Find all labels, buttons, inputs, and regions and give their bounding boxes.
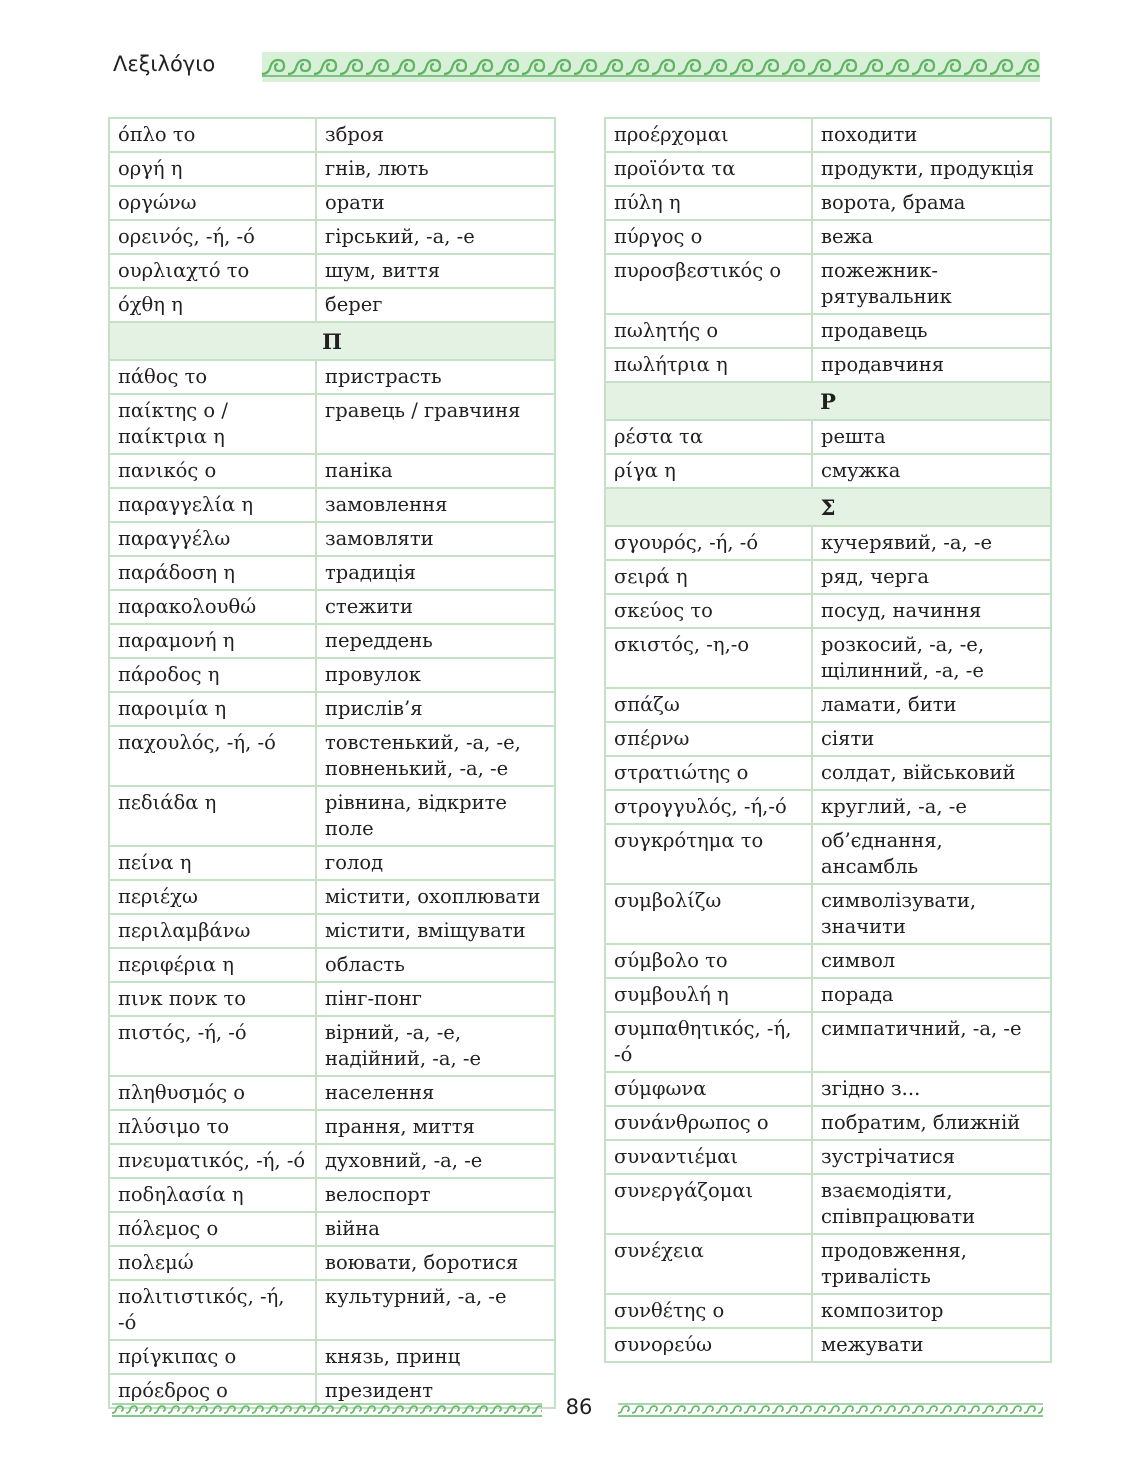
ukrainian-translation: товстенький, -а, -е, повненький, -а, -е — [316, 726, 555, 786]
ukrainian-translation: голод — [316, 846, 555, 880]
ukrainian-translation: паніка — [316, 454, 555, 488]
vocab-row — [605, 186, 1051, 220]
ukrainian-translation: зброя — [316, 118, 555, 152]
vocab-row — [109, 360, 555, 394]
greek-term: περιφέρια η — [109, 948, 316, 982]
greek-term: πληθυσμός ο — [109, 1076, 316, 1110]
ukrainian-translation: смужка — [812, 454, 1051, 488]
vocab-row — [109, 786, 555, 846]
ukrainian-translation: замовлення — [316, 488, 555, 522]
greek-term: ρέστα τα — [605, 420, 812, 454]
greek-term: πεδιάδα η — [109, 786, 316, 846]
vocab-row — [605, 824, 1051, 884]
ukrainian-translation: решта — [812, 420, 1051, 454]
ukrainian-translation: посуд, начиння — [812, 594, 1051, 628]
vocab-row — [109, 1280, 555, 1340]
vocab-row — [109, 220, 555, 254]
vocab-row — [109, 692, 555, 726]
greek-term: πιστός, -ή, -ό — [109, 1016, 316, 1076]
greek-term: πανικός ο — [109, 454, 316, 488]
ukrainian-translation: шум, виття — [316, 254, 555, 288]
ukrainian-translation: вірний, -а, -е, надійний, -а, -е — [316, 1016, 555, 1076]
greek-term: ουρλιαχτό το — [109, 254, 316, 288]
greek-term: συνάνθρωπος ο — [605, 1106, 812, 1140]
greek-term: σπάζω — [605, 688, 812, 722]
vocab-row — [605, 560, 1051, 594]
ukrainian-translation: сіяти — [812, 722, 1051, 756]
ukrainian-translation: князь, принц — [316, 1340, 555, 1374]
greek-term: σειρά η — [605, 560, 812, 594]
greek-term: συναντιέμαι — [605, 1140, 812, 1174]
greek-term: ορεινός, -ή, -ό — [109, 220, 316, 254]
greek-term: σγουρός, -ή, -ό — [605, 526, 812, 560]
vocab-row — [605, 688, 1051, 722]
ukrainian-translation: містити, вміщувати — [316, 914, 555, 948]
vocab-row — [109, 880, 555, 914]
greek-term: πολιτιστικός, -ή, -ό — [109, 1280, 316, 1340]
greek-term: ρίγα η — [605, 454, 812, 488]
greek-term: πνευματικός, -ή, -ό — [109, 1144, 316, 1178]
greek-term: πάροδος η — [109, 658, 316, 692]
letter-section-row — [605, 488, 1051, 526]
ukrainian-translation: згідно з... — [812, 1072, 1051, 1106]
vocab-row — [109, 1340, 555, 1374]
greek-term: προέρχομαι — [605, 118, 812, 152]
greek-term: συνορεύω — [605, 1328, 812, 1362]
ukrainian-translation: продукти, продукція — [812, 152, 1051, 186]
greek-term: σύμβολο το — [605, 944, 812, 978]
vocab-row — [109, 556, 555, 590]
vocab-row — [109, 152, 555, 186]
vocab-row — [605, 944, 1051, 978]
vocab-row — [109, 624, 555, 658]
ukrainian-translation: пристрасть — [316, 360, 555, 394]
ukrainian-translation: гірський, -а, -е — [316, 220, 555, 254]
greek-term: ποδηλασία η — [109, 1178, 316, 1212]
vocab-row — [605, 254, 1051, 314]
greek-term: παραγγέλω — [109, 522, 316, 556]
ukrainian-translation: об’єднання, ансамбль — [812, 824, 1051, 884]
ukrainian-translation: композитор — [812, 1294, 1051, 1328]
greek-term: πλύσιμο το — [109, 1110, 316, 1144]
section-letter: Ρ — [605, 382, 1051, 420]
ukrainian-translation: симпатичний, -а, -е — [812, 1012, 1051, 1072]
vocab-row — [605, 1328, 1051, 1362]
ukrainian-translation: побратим, ближній — [812, 1106, 1051, 1140]
greek-term: συμπαθητικός, -ή, -ό — [605, 1012, 812, 1072]
ukrainian-translation: взаємодіяти, співпрацювати — [812, 1174, 1051, 1234]
greek-term: στρογγυλός, -ή,-ό — [605, 790, 812, 824]
vocab-row — [605, 756, 1051, 790]
vocab-row — [109, 1246, 555, 1280]
ukrainian-translation: провулок — [316, 658, 555, 692]
page-header-title: Λεξιλόγιο — [113, 52, 216, 76]
vocab-row — [109, 726, 555, 786]
ukrainian-translation: війна — [316, 1212, 555, 1246]
ukrainian-translation: ряд, черга — [812, 560, 1051, 594]
greek-term: σπέρνω — [605, 722, 812, 756]
vocab-row — [605, 1294, 1051, 1328]
greek-term: πωλητής ο — [605, 314, 812, 348]
ukrainian-translation: гнів, лють — [316, 152, 555, 186]
ukrainian-translation: велоспорт — [316, 1178, 555, 1212]
vocab-row — [109, 1212, 555, 1246]
vocab-row — [109, 948, 555, 982]
ukrainian-translation: населення — [316, 1076, 555, 1110]
greek-term: πύργος ο — [605, 220, 812, 254]
vocab-row — [605, 884, 1051, 944]
ukrainian-translation: область — [316, 948, 555, 982]
vocab-row — [109, 1144, 555, 1178]
ukrainian-translation: пожежник-рятувальник — [812, 254, 1051, 314]
greek-term: παράδοση η — [109, 556, 316, 590]
ukrainian-translation: прання, миття — [316, 1110, 555, 1144]
section-letter: Σ — [605, 488, 1051, 526]
vocabulary-table-right — [604, 117, 1052, 1363]
greek-term: πόλεμος ο — [109, 1212, 316, 1246]
ukrainian-translation: рівнина, відкрите поле — [316, 786, 555, 846]
greek-term: συγκρότημα το — [605, 824, 812, 884]
vocab-row — [605, 1012, 1051, 1072]
vocab-row — [605, 454, 1051, 488]
vocab-row — [605, 594, 1051, 628]
vocab-row — [109, 982, 555, 1016]
vocab-row — [605, 420, 1051, 454]
vocab-row — [109, 658, 555, 692]
ukrainian-translation: вежа — [812, 220, 1051, 254]
greek-term: πρίγκιπας ο — [109, 1340, 316, 1374]
vocab-row — [605, 348, 1051, 382]
ukrainian-translation: символізувати, значити — [812, 884, 1051, 944]
vocab-row — [109, 488, 555, 522]
vocab-row — [109, 846, 555, 880]
vocab-row — [109, 590, 555, 624]
greek-term: πρόεδρος ο — [109, 1374, 316, 1408]
greek-term: πυροσβεστικός ο — [605, 254, 812, 314]
greek-term: συμβουλή η — [605, 978, 812, 1012]
greek-term: πάθος το — [109, 360, 316, 394]
ukrainian-translation: солдат, військовий — [812, 756, 1051, 790]
greek-term: παροιμία η — [109, 692, 316, 726]
vocab-row — [109, 254, 555, 288]
greek-term: οργή η — [109, 152, 316, 186]
vocab-row — [109, 454, 555, 488]
vocab-row — [605, 118, 1051, 152]
footer-wave-ornament-right — [618, 1402, 1043, 1418]
greek-term: στρατιώτης ο — [605, 756, 812, 790]
greek-term: περιλαμβάνω — [109, 914, 316, 948]
vocab-row — [605, 526, 1051, 560]
ukrainian-translation: круглий, -а, -е — [812, 790, 1051, 824]
ukrainian-translation: прислів’я — [316, 692, 555, 726]
greek-term: συμβολίζω — [605, 884, 812, 944]
footer-wave-ornament-left — [112, 1402, 542, 1418]
vocab-row — [109, 186, 555, 220]
greek-term: σκεύος το — [605, 594, 812, 628]
vocab-row — [605, 152, 1051, 186]
greek-term: πινκ πονκ το — [109, 982, 316, 1016]
vocab-row — [605, 790, 1051, 824]
ukrainian-translation: продавець — [812, 314, 1051, 348]
ukrainian-translation: символ — [812, 944, 1051, 978]
greek-term: συνθέτης ο — [605, 1294, 812, 1328]
vocab-row — [605, 978, 1051, 1012]
vocab-row — [605, 1106, 1051, 1140]
greek-term: πωλήτρια η — [605, 348, 812, 382]
vocab-row — [109, 1110, 555, 1144]
greek-term: όχθη η — [109, 288, 316, 322]
greek-term: πείνα η — [109, 846, 316, 880]
vocab-row — [109, 1076, 555, 1110]
greek-term: οργώνω — [109, 186, 316, 220]
greek-term: παχουλός, -ή, -ό — [109, 726, 316, 786]
letter-section-row — [605, 382, 1051, 420]
ukrainian-translation: президент — [316, 1374, 555, 1408]
letter-section-row — [109, 322, 555, 360]
ukrainian-translation: культурний, -а, -е — [316, 1280, 555, 1340]
ukrainian-translation: кучерявий, -а, -е — [812, 526, 1051, 560]
ukrainian-translation: пінг-понг — [316, 982, 555, 1016]
greek-term: παίκτης ο / παίκτρια η — [109, 394, 316, 454]
greek-term: σκιστός, -η,-ο — [605, 628, 812, 688]
header-wave-ornament — [262, 52, 1040, 82]
ukrainian-translation: стежити — [316, 590, 555, 624]
ukrainian-translation: орати — [316, 186, 555, 220]
ukrainian-translation: переддень — [316, 624, 555, 658]
section-letter: Π — [109, 322, 555, 360]
ukrainian-translation: воювати, боротися — [316, 1246, 555, 1280]
greek-term: περιέχω — [109, 880, 316, 914]
greek-term: προϊόντα τα — [605, 152, 812, 186]
greek-term: παρακολουθώ — [109, 590, 316, 624]
greek-term: παραγγελία η — [109, 488, 316, 522]
vocab-row — [109, 914, 555, 948]
greek-term: πολεμώ — [109, 1246, 316, 1280]
vocab-row — [605, 1072, 1051, 1106]
ukrainian-translation: ламати, бити — [812, 688, 1051, 722]
ukrainian-translation: розкосий, -а, -е, щілинний, -а, -е — [812, 628, 1051, 688]
ukrainian-translation: духовний, -а, -е — [316, 1144, 555, 1178]
ukrainian-translation: традиція — [316, 556, 555, 590]
ukrainian-translation: продавчиня — [812, 348, 1051, 382]
greek-term: συνεργάζομαι — [605, 1174, 812, 1234]
vocab-row — [605, 628, 1051, 688]
vocab-row — [605, 314, 1051, 348]
vocab-row — [109, 1016, 555, 1076]
vocab-row — [109, 288, 555, 322]
greek-term: όπλο το — [109, 118, 316, 152]
ukrainian-translation: замовляти — [316, 522, 555, 556]
vocab-row — [109, 118, 555, 152]
vocab-row — [605, 1140, 1051, 1174]
vocab-row — [109, 394, 555, 454]
ukrainian-translation: зустрічатися — [812, 1140, 1051, 1174]
ukrainian-translation: межувати — [812, 1328, 1051, 1362]
greek-term: σύμφωνα — [605, 1072, 812, 1106]
vocab-row — [605, 1174, 1051, 1234]
ukrainian-translation: порада — [812, 978, 1051, 1012]
greek-term: πύλη η — [605, 186, 812, 220]
ukrainian-translation: берег — [316, 288, 555, 322]
greek-term: συνέχεια — [605, 1234, 812, 1294]
ukrainian-translation: гравець / гравчиня — [316, 394, 555, 454]
ukrainian-translation: містити, охоплювати — [316, 880, 555, 914]
vocab-row — [109, 522, 555, 556]
ukrainian-translation: ворота, брама — [812, 186, 1051, 220]
vocabulary-table-left — [108, 117, 556, 1409]
vocab-row — [605, 722, 1051, 756]
vocab-row — [605, 220, 1051, 254]
greek-term: παραμονή η — [109, 624, 316, 658]
vocab-row — [109, 1178, 555, 1212]
page-number: 86 — [565, 1395, 593, 1419]
ukrainian-translation: продовження, тривалість — [812, 1234, 1051, 1294]
ukrainian-translation: походити — [812, 118, 1051, 152]
vocab-row — [605, 1234, 1051, 1294]
